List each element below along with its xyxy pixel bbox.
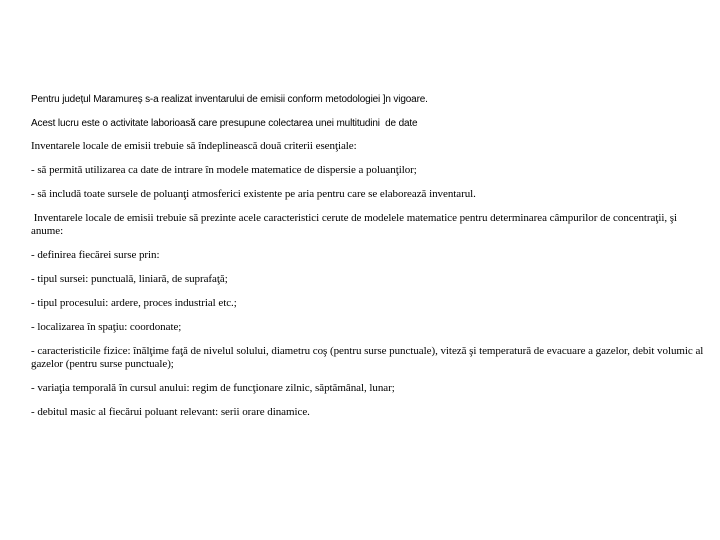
characteristics-list-item: - tipul sursei: punctuală, liniară, de suprafaţă; (31, 273, 228, 285)
characteristics-paragraph: Inventarele locale de emisii trebuie să prezinte acele caracteristici cerute de modelele matematice pentru determinarea câmpurilor de concentraţii, şi anume: (31, 212, 680, 237)
intro-paragraph: Pentru județul Maramureș s-a realizat inventarului de emisii conform metodologiei ]n vigoare. (31, 94, 428, 105)
criteria-heading-paragraph: Inventarele locale de emisii trebuie să îndeplinească două criterii esenţiale: (31, 140, 357, 152)
characteristics-list-item: - caracteristicile fizice: înălţime faţă de nivelul solului, diametru coş (pentru surse punctuale), viteză şi temperatură de evacuare a gazelor, debit volumic al gazelor (pentru surse punctuale); (31, 345, 707, 370)
data-collection-paragraph: Acest lucru este o activitate laborioasă care presupune colectarea unei multitudini de date (31, 118, 418, 129)
characteristics-list-item: - definirea fiecărei surse prin: (31, 249, 160, 261)
characteristics-list-item: - localizarea în spaţiu: coordonate; (31, 321, 182, 333)
criteria-list-item: - să includă toate sursele de poluanţi atmosferici existente pe aria pentru care se elaborează inventarul. (31, 188, 476, 200)
document-body (31, 93, 711, 419)
characteristics-list-item: - variaţia temporală în cursul anului: regim de funcţionare zilnic, săptămânal, lunar; (31, 382, 395, 394)
criteria-list-item: - să permită utilizarea ca date de intrare în modele matematice de dispersie a poluanţilor; (31, 164, 417, 176)
characteristics-list-item: - tipul procesului: ardere, proces industrial etc.; (31, 297, 237, 309)
characteristics-list-item: - debitul masic al fiecărui poluant relevant: serii orare dinamice. (31, 406, 310, 418)
